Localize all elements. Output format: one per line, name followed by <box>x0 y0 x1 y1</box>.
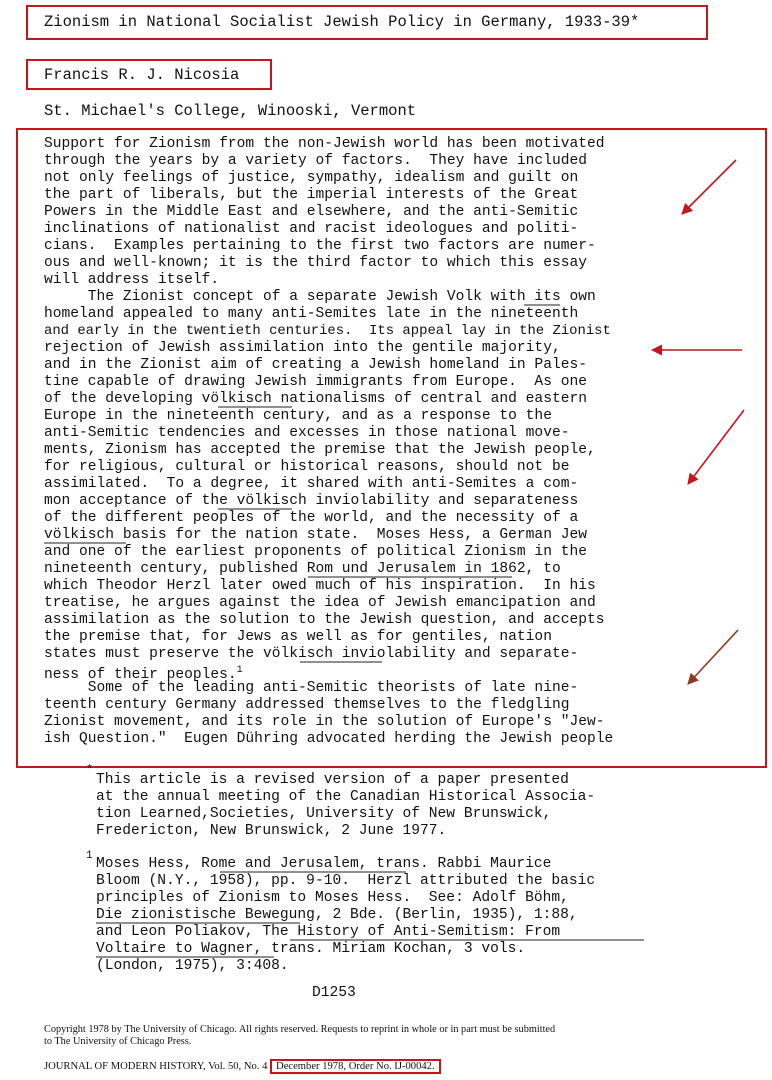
footnote-line: Bloom (N.Y., 1958), pp. 9-10. Herzl attributed the basic <box>96 873 596 889</box>
body-line: states must preserve the völkisch inviolability and separate- <box>44 646 579 662</box>
journal-info <box>44 1061 441 1072</box>
footnote-1-marker: 1 <box>86 850 93 862</box>
footnote-line: and Leon Poliakov, The History of Anti-Semitism: From <box>96 924 561 940</box>
footnote-star-marker: * <box>86 763 94 777</box>
body-line: The Zionist concept of a separate Jewish Volk with its own <box>44 289 596 305</box>
body-line: mon acceptance of the völkisch inviolability and separateness <box>44 493 579 509</box>
footnote-line: Moses Hess, Rome and Jerusalem, trans. Rabbi Maurice <box>96 856 552 872</box>
body-line: and one of the earliest proponents of political Zionism in the <box>44 544 587 560</box>
body-line: cians. Examples pertaining to the first two factors are numer- <box>44 238 596 254</box>
body-line: of the different peoples of the world, and the necessity of a <box>44 510 579 526</box>
body-line: and in the Zionist aim of creating a Jewish homeland in Pales- <box>44 357 587 373</box>
footnote-line: Die zionistische Bewegung, 2 Bde. (Berlin, 1935), 1:88, <box>96 907 578 923</box>
body-line: assimilation as the solution to the Jewish question, and accepts <box>44 612 605 628</box>
body-line: ments, Zionism has accepted the premise that the Jewish people, <box>44 442 596 458</box>
footnote-line: at the annual meeting of the Canadian Historical Associa- <box>96 789 596 805</box>
body-line: Support for Zionism from the non-Jewish world has been motivated <box>44 136 605 152</box>
order-highlight-box: December 1978, Order No. IJ-00042. <box>270 1059 441 1074</box>
body-line: treatise, he argues against the idea of Jewish emancipation and <box>44 595 596 611</box>
body-line: ish Question." Eugen Dühring advocated herding the Jewish people <box>44 731 614 747</box>
body-line: not only feelings of justice, sympathy, idealism and guilt on <box>44 170 579 186</box>
body-line-text: ness of their peoples. <box>44 666 237 683</box>
body-line: inclinations of nationalist and racist ideologues and politi- <box>44 221 579 237</box>
body-line: Europe in the nineteenth century, and as a response to the <box>44 408 552 424</box>
footnote-line: Fredericton, New Brunswick, 2 June 1977. <box>96 823 447 839</box>
body-line: will address itself. <box>44 272 220 288</box>
body-line: the premise that, for Jews as well as for gentiles, nation <box>44 629 552 645</box>
body-line: Powers in the Middle East and elsewhere, and the anti-Semitic <box>44 204 579 220</box>
body-line: through the years by a variety of factors. They have included <box>44 153 587 169</box>
affiliation: St. Michael's College, Winooski, Vermont <box>44 102 417 120</box>
body-line: nineteenth century, published Rom und Jerusalem in 1862, to <box>44 561 561 577</box>
body-line: Some of the leading anti-Semitic theorists of late nine- <box>44 680 579 696</box>
body-line: anti-Semitic tendencies and excesses in those national move- <box>44 425 570 441</box>
footnote-ref: 1 <box>236 665 243 676</box>
body-line: Zionist movement, and its role in the solution of Europe's "Jew- <box>44 714 605 730</box>
copyright-line: to The University of Chicago Press. <box>44 1036 192 1047</box>
body-line: the part of liberals, but the imperial interests of the Great <box>44 187 579 203</box>
page-code: D1253 <box>312 985 356 1001</box>
body-line: völkisch basis for the nation state. Moses Hess, a German Jew <box>44 527 587 543</box>
author-name: Francis R. J. Nicosia <box>44 66 240 84</box>
body-line: homeland appealed to many anti-Semites late in the nineteenth <box>44 306 579 322</box>
footnote-line: tion Learned,Societies, University of New Brunswick, <box>96 806 552 822</box>
body-line: assimilated. To a degree, it shared with anti-Semites a com- <box>44 476 579 492</box>
footnote-line: Voltaire to Wagner, trans. Miriam Kochan, 3 vols. <box>96 941 526 957</box>
footnote-line: principles of Zionism to Moses Hess. See: Adolf Böhm, <box>96 890 569 906</box>
body-line: ous and well-known; it is the third factor to which this essay <box>44 255 587 271</box>
article-title: Zionism in National Socialist Jewish Policy in Germany, 1933-39* <box>44 13 640 31</box>
body-line: rejection of Jewish assimilation into the gentile majority, <box>44 340 561 356</box>
journal-citation: JOURNAL OF MODERN HISTORY, Vol. 50, No. 4 <box>44 1061 268 1072</box>
copyright-line: Copyright 1978 by The University of Chicago. All rights reserved. Requests to reprint in whole or in part must be submitted <box>44 1024 556 1035</box>
body-line: and early in the twentieth centuries. Its appeal lay in the Zionist <box>44 323 611 339</box>
body-line: of the developing völkisch nationalisms of central and eastern <box>44 391 587 407</box>
footnote-line: This article is a revised version of a paper presented <box>96 772 569 788</box>
body-line: which Theodor Herzl later owed much of his inspiration. In his <box>44 578 596 594</box>
body-line: teenth century Germany addressed themselves to the fledgling <box>44 697 570 713</box>
body-line: for religious, cultural or historical reasons, should not be <box>44 459 570 475</box>
body-line: tine capable of drawing Jewish immigrants from Europe. As one <box>44 374 587 390</box>
footnote-line: (London, 1975), 3:408. <box>96 958 289 974</box>
